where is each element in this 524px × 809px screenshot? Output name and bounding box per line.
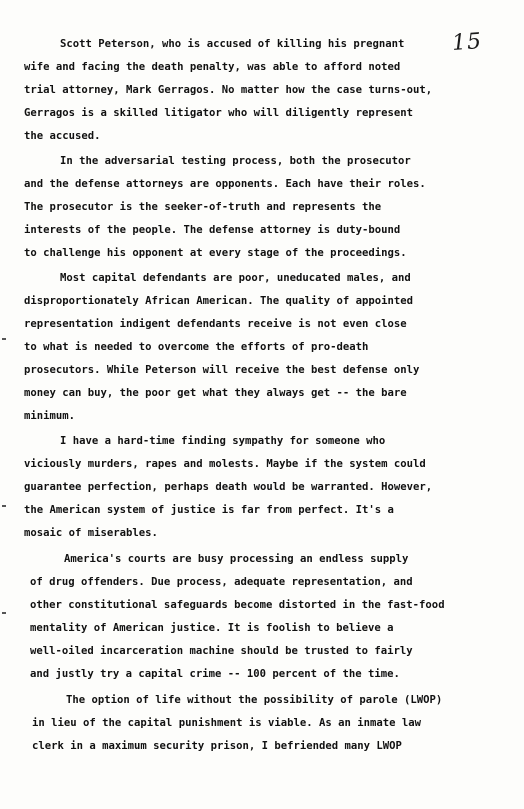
text-line: in lieu of the capital punishment is viable. As an inmate law bbox=[32, 717, 422, 729]
text-line: trial attorney, Mark Gerragos. No matter how the case turns-out, bbox=[24, 84, 433, 96]
text-line: disproportionately African American. The quality of appointed bbox=[24, 295, 414, 307]
text-line: I have a hard-time finding sympathy for someone who bbox=[60, 435, 386, 447]
text-line: clerk in a maximum security prison, I befriended many LWOP bbox=[32, 740, 402, 752]
text-line: viciously murders, rapes and molests. Maybe if the system could bbox=[24, 458, 426, 470]
text-line: mentality of American justice. It is foolish to believe a bbox=[30, 622, 394, 634]
text-line: money can buy, the poor get what they always get -- the bare bbox=[24, 387, 407, 399]
text-line: Scott Peterson, who is accused of killing his pregnant bbox=[60, 38, 405, 50]
text-line: guarantee perfection, perhaps death would be warranted. However, bbox=[24, 481, 433, 493]
text-line: wife and facing the death penalty, was able to afford noted bbox=[24, 61, 401, 73]
text-line: to challenge his opponent at every stage of the proceedings. bbox=[24, 247, 407, 259]
text-line: America's courts are busy processing an endless supply bbox=[64, 553, 409, 565]
text-line: The prosecutor is the seeker-of-truth and represents the bbox=[24, 201, 382, 213]
text-line: the accused. bbox=[24, 130, 101, 142]
text-line: of drug offenders. Due process, adequate representation, and bbox=[30, 576, 413, 588]
text-line: well-oiled incarceration machine should be trusted to fairly bbox=[30, 645, 413, 657]
scan-speck bbox=[2, 612, 6, 614]
text-line: the American system of justice is far from perfect. It's a bbox=[24, 504, 394, 516]
text-line: representation indigent defendants receive is not even close bbox=[24, 318, 407, 330]
text-line: interests of the people. The defense attorney is duty-bound bbox=[24, 224, 401, 236]
text-line: Most capital defendants are poor, uneducated males, and bbox=[60, 272, 411, 284]
text-line: The option of life without the possibility of parole (LWOP) bbox=[66, 694, 443, 706]
text-line: to what is needed to overcome the efforts of pro-death bbox=[24, 341, 369, 353]
text-line: Gerragos is a skilled litigator who will diligently represent bbox=[24, 107, 414, 119]
text-line: other constitutional safeguards become distorted in the fast-food bbox=[30, 599, 445, 611]
text-line: minimum. bbox=[24, 410, 76, 422]
text-line: mosaic of miserables. bbox=[24, 527, 158, 539]
handwritten-page-number: 15 bbox=[451, 28, 483, 57]
text-line: and the defense attorneys are opponents. Each have their roles. bbox=[24, 178, 426, 190]
scan-speck bbox=[2, 505, 6, 507]
text-line: In the adversarial testing process, both the prosecutor bbox=[60, 155, 411, 167]
text-line: prosecutors. While Peterson will receive the best defense only bbox=[24, 364, 420, 376]
text-line: and justly try a capital crime -- 100 percent of the time. bbox=[30, 668, 400, 680]
scan-speck bbox=[2, 338, 6, 340]
